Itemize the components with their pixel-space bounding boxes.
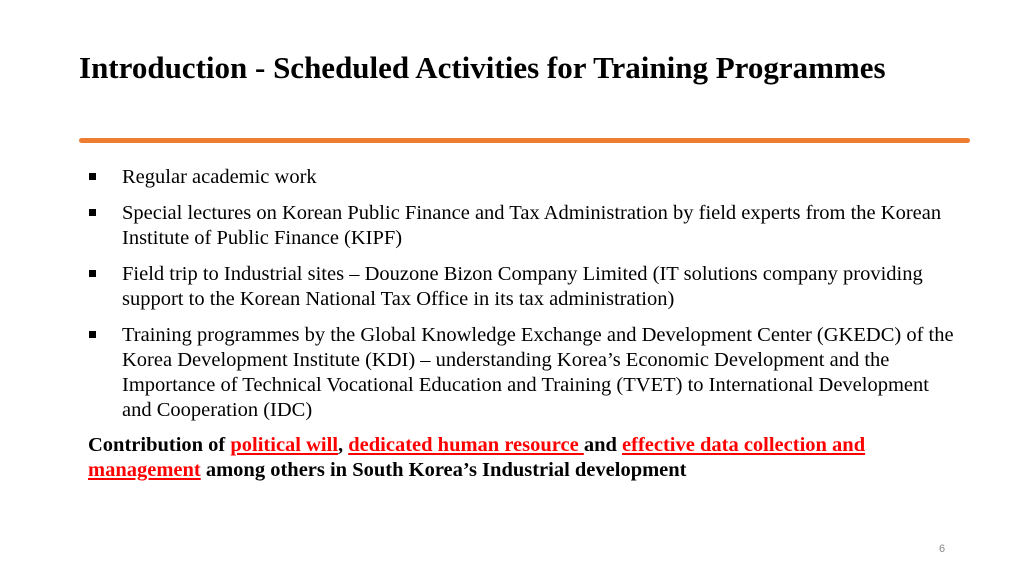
slide-content [88, 165, 958, 483]
conclusion-statement [88, 433, 958, 483]
highlight-political-will: political will [230, 434, 339, 456]
square-bullet-icon [89, 173, 96, 180]
conclusion-prefix: Contribution of [88, 434, 231, 456]
conclusion-separator: and [583, 434, 623, 456]
square-bullet-icon [89, 209, 96, 216]
square-bullet-icon [89, 270, 96, 277]
bullet-item [88, 262, 958, 312]
highlight-human-resource: dedicated human resource [348, 434, 584, 456]
title-divider [79, 138, 970, 143]
square-bullet-icon [89, 331, 96, 338]
conclusion-separator: , [338, 434, 349, 456]
bullet-text: Regular academic work [122, 166, 317, 188]
bullet-item [88, 323, 958, 423]
highlight-data-collection: effective data collection and management [88, 434, 866, 481]
page-number: 6 [938, 543, 946, 555]
bullet-text: Field trip to Industrial sites – Douzone Bizon Company Limited (IT solutions company providing support to the Korean National Tax Office in its tax administration) [122, 263, 923, 310]
bullet-item [88, 165, 958, 190]
bullet-item [88, 201, 958, 251]
slide-title: Introduction - Scheduled Activities for Training Programmes [79, 50, 886, 85]
conclusion-suffix: among others in South Korea’s Industrial development [200, 459, 687, 481]
bullet-text: Special lectures on Korean Public Finance and Tax Administration by field experts from the Korean Institute of Public Finance (KIPF) [122, 202, 942, 249]
bullet-list [88, 165, 958, 423]
bullet-text: Training programmes by the Global Knowledge Exchange and Development Center (GKEDC) of the Korea Development Institute (KDI) – understanding Korea’s Economic Development and the Importance of Technical Vocational Education and Training (TVET) to International Development and Cooperation (IDC) [122, 324, 954, 421]
